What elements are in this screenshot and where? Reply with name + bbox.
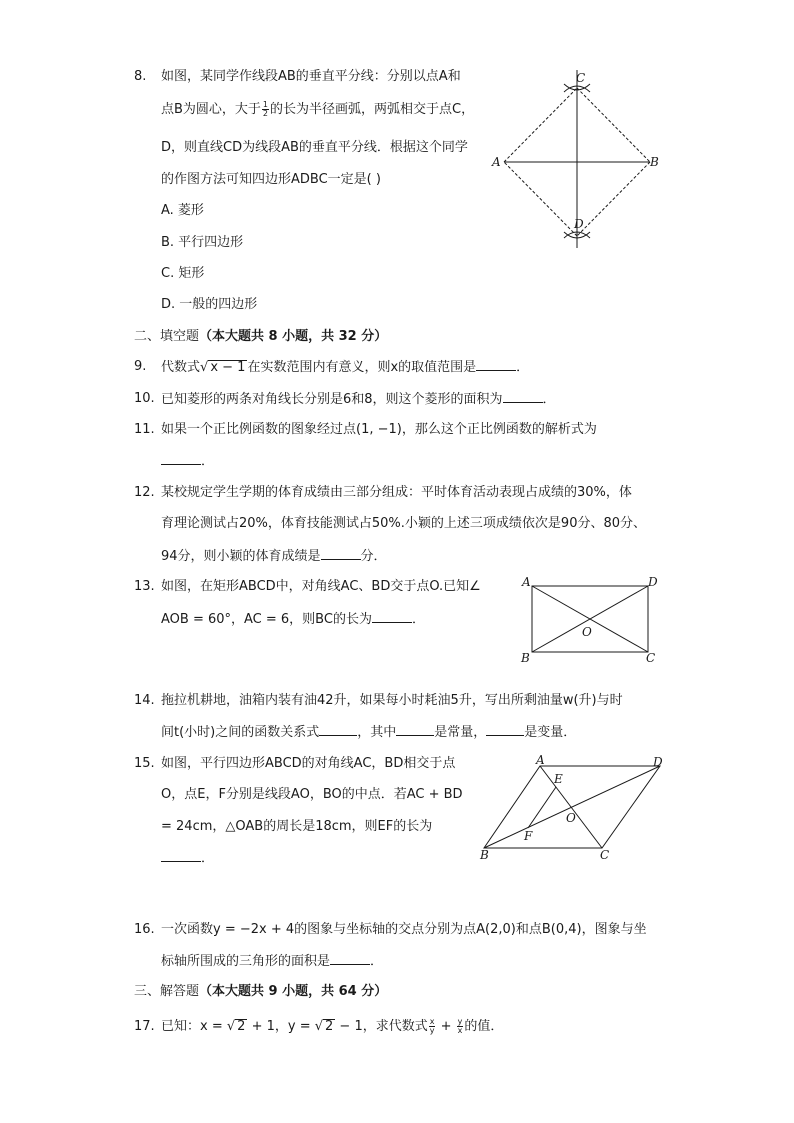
frac-numerator: y <box>457 1017 463 1026</box>
q9-radicand: x − 1 <box>210 360 246 375</box>
q9-blank[interactable] <box>476 358 516 371</box>
q13-rectangle-figure <box>518 574 668 666</box>
q13-l2a: AOB = 60°，AC = 6，则BC的长为 <box>161 612 372 627</box>
q17-fraction-1 <box>429 1018 436 1035</box>
q8-option-b: B. 平行四边形 <box>161 235 244 250</box>
q14-l2c: 是常量， <box>434 725 487 740</box>
q9-number: 9. <box>134 359 147 374</box>
label-A: A <box>492 155 501 169</box>
q17-c: − 1，求代数式 <box>335 1019 428 1034</box>
q9-c: ． <box>516 360 530 375</box>
q15-l4: ． <box>201 851 215 866</box>
q9-b: 在实数范围内有意义，则x的取值范围是 <box>247 360 477 375</box>
q9-text: 代数式√ x − 1 在实数范围内有意义，则x的取值范围是 ． <box>161 360 530 375</box>
q10-blank[interactable] <box>503 390 543 403</box>
label-D: D <box>648 575 658 589</box>
label-O: O <box>582 625 592 639</box>
q14-line1: 拖拉机耕地，油箱内装有油42升，如果每小时耗油5升，写出所剩油量w(升)与时 <box>161 693 623 708</box>
label-E: E <box>554 772 563 786</box>
frac-denominator: y <box>429 1026 435 1035</box>
frac-denominator: x <box>457 1026 463 1035</box>
label-B: B <box>480 848 489 862</box>
q8-line3: D，则直线CD为线段AB的垂直平分线．根据这个同学 <box>161 140 468 155</box>
q8-kite-figure <box>490 66 670 256</box>
label-B: B <box>650 155 659 169</box>
q14-l2b: ，其中 <box>357 725 397 740</box>
q15-blank[interactable] <box>161 849 201 862</box>
q14-blank-1[interactable] <box>319 723 357 736</box>
frac-numerator: x <box>429 1017 435 1026</box>
q14-l2d: 是变量． <box>524 725 577 740</box>
q16-l2a: 标轴所围成的三角形的面积是 <box>161 954 331 969</box>
q16-blank[interactable] <box>330 952 370 965</box>
q12-l3b: 分． <box>360 549 387 564</box>
q17-b: + 1，y = <box>247 1019 315 1034</box>
q10-text <box>161 390 556 409</box>
q15-line1: 如图，平行四边形ABCD的对角线AC，BD相交于点 <box>161 756 456 771</box>
q16-l2b: ． <box>370 954 384 969</box>
q15-line3: = 24cm，△OAB的周长是18cm，则EF的长为 <box>161 819 433 834</box>
q17-text: 已知：x = √ 2 + 1，y = √ 2 − 1，求代数式 $\frac{x}{y}$ + $\frac{y}{x}$ 的值． <box>161 1017 504 1035</box>
q11-text: 如果一个正比例函数的图象经过点(1, −1)，那么这个正比例函数的解析式为 <box>161 422 597 437</box>
q10-c: ． <box>542 392 556 407</box>
label-D: D <box>574 217 584 231</box>
q17-a: 已知：x = <box>161 1019 227 1034</box>
label-B: B <box>521 651 530 665</box>
q12-line3 <box>161 547 387 566</box>
q8-line2-b: 的长为半径画弧，两弧相交于点C， <box>270 102 475 117</box>
q13-l2b: ． <box>411 612 425 627</box>
section-3-heading <box>134 983 387 1001</box>
q13-blank[interactable] <box>372 610 412 623</box>
q8-line2 <box>161 101 474 119</box>
frac-denominator: 2 <box>262 109 269 118</box>
q11-blank[interactable] <box>161 452 201 465</box>
q8-fraction <box>262 101 269 118</box>
q14-blank-3[interactable] <box>486 723 524 736</box>
q14-number: 14. <box>134 693 155 708</box>
frac-numerator: 1 <box>262 100 269 109</box>
q12-number: 12. <box>134 485 155 500</box>
q13-line1: 如图，在矩形ABCD中，对角线AC、BD交于点O.已知∠ <box>161 579 481 594</box>
q11-number: 11. <box>134 422 155 437</box>
q17-plus: + <box>436 1019 456 1034</box>
q16-line1: 一次函数y = −2x + 4的图象与坐标轴的交点分别为点A(2,0)和点B(0,4)，图象与坐 <box>161 922 647 937</box>
q8-option-d: D. 一般的四边形 <box>161 297 258 312</box>
q11-answer-line <box>161 452 214 471</box>
q14-line2 <box>161 723 576 742</box>
q17-radicand-1: 2 <box>237 1019 246 1034</box>
q8-line2-a: 点B为圆心，大于 <box>161 102 261 117</box>
label-C: C <box>576 71 586 85</box>
q8-line1: 如图，某同学作线段AB的垂直平分线：分别以点A和 <box>161 69 461 84</box>
q17-number: 17. <box>134 1019 155 1034</box>
q12-blank[interactable] <box>321 547 361 560</box>
section-3-info: （本大题共 9 小题，共 64 分） <box>199 984 388 999</box>
q8-option-c: C. 矩形 <box>161 266 205 281</box>
q8-number: 8. <box>134 69 147 84</box>
q10-number: 10. <box>134 391 155 406</box>
q17-radicand-2: 2 <box>325 1019 334 1034</box>
section-3-title: 三、解答题 <box>134 984 200 999</box>
section-2-heading <box>134 328 387 346</box>
q12-line2: 育理论测试占20%，体育技能测试占50%.小颖的上述三项成绩依次是90分、80分、 <box>161 516 647 531</box>
label-D: D <box>653 755 663 769</box>
q15-line4 <box>161 849 214 868</box>
q17-fraction-2 <box>457 1018 464 1035</box>
q16-number: 16. <box>134 922 155 937</box>
q14-blank-2[interactable] <box>396 723 434 736</box>
q9-a: 代数式 <box>161 360 201 375</box>
q13-number: 13. <box>134 579 155 594</box>
q13-line2 <box>161 610 425 629</box>
q8-line4: 的作图方法可知四边形ADBC一定是( ) <box>161 172 381 187</box>
q15-number: 15. <box>134 756 155 771</box>
q15-line2: O，点E，F分别是线段AO，BO的中点．若AC + BD <box>161 787 463 802</box>
section-2-info: （本大题共 8 小题，共 32 分） <box>199 329 388 344</box>
section-2-title: 二、填空题 <box>134 329 200 344</box>
label-C: C <box>646 651 656 665</box>
q11-c: ． <box>201 454 215 469</box>
q12-l3a: 94分，则小颖的体育成绩是 <box>161 549 321 564</box>
q8-option-a: A. 菱形 <box>161 203 204 218</box>
label-C: C <box>600 848 610 862</box>
label-O: O <box>566 811 576 825</box>
q10-a: 已知菱形的两条对角线长分别是6和8，则这个菱形的面积为 <box>161 392 503 407</box>
q12-line1: 某校规定学生学期的体育成绩由三部分组成：平时体育活动表现占成绩的30%，体 <box>161 485 632 500</box>
q17-d: 的值． <box>464 1019 504 1034</box>
label-A: A <box>536 753 545 767</box>
q15-parallelogram-figure <box>476 752 676 864</box>
q16-line2 <box>161 952 383 971</box>
q14-l2a: 间t(小时)之间的函数关系式 <box>161 725 320 740</box>
label-F: F <box>524 829 533 843</box>
label-A: A <box>522 575 531 589</box>
